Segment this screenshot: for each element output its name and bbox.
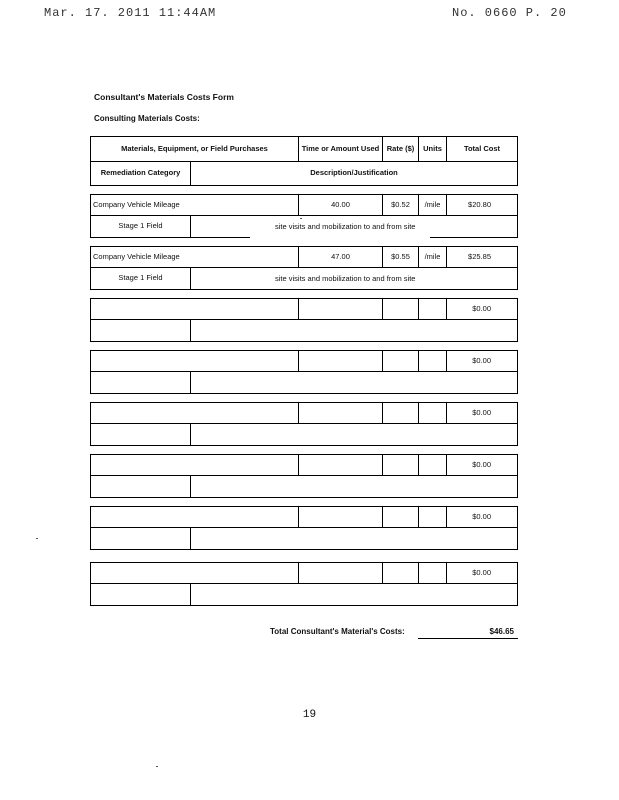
- page-number: 19: [302, 709, 317, 721]
- entry-description: [191, 320, 517, 341]
- form-subtitle: Consulting Materials Costs:: [94, 114, 200, 123]
- entry-description: [191, 584, 517, 605]
- entry-rate: [383, 403, 419, 423]
- cost-entry: [90, 454, 518, 498]
- entry-amount: [299, 455, 383, 475]
- entry-category: [91, 320, 191, 341]
- entry-rate: [383, 299, 419, 319]
- header-materials: Materials, Equipment, or Field Purchases: [91, 137, 299, 161]
- entry-total: $0.00: [472, 459, 491, 469]
- form-title: Consultant's Materials Costs Form: [94, 92, 234, 102]
- entry-units: [419, 507, 447, 527]
- scan-gap: [200, 446, 420, 448]
- total-value: $46.65: [489, 627, 514, 636]
- header-category: Remediation Category: [91, 162, 191, 185]
- entry-item: Company Vehicle Mileage: [91, 195, 299, 215]
- entry-rate: [383, 507, 419, 527]
- entry-category: Stage 1 Field: [91, 216, 191, 237]
- entry-amount: 40.00: [299, 195, 383, 215]
- entry-total: $0.00: [472, 511, 491, 521]
- entry-description: site visits and mobilization to and from site: [275, 274, 416, 283]
- header-description: Description/Justification: [310, 168, 398, 178]
- entry-category: [91, 476, 191, 497]
- entry-units: /mile: [419, 247, 447, 267]
- entry-units: [419, 299, 447, 319]
- scan-gap: [100, 498, 220, 500]
- entry-rate: [383, 455, 419, 475]
- scan-speck: [300, 218, 302, 219]
- entry-amount: [299, 507, 383, 527]
- entry-category: Stage 1 Field: [91, 268, 191, 289]
- scan-speck: [156, 766, 158, 767]
- fax-header-left: Mar. 17. 2011 11:44AM: [44, 6, 217, 20]
- cost-entry: [90, 562, 518, 606]
- entry-category: [91, 424, 191, 445]
- entry-category: [91, 584, 191, 605]
- entry-rate: [383, 563, 419, 583]
- entry-amount: [299, 351, 383, 371]
- entry-description: [191, 528, 517, 549]
- entry-category: [91, 528, 191, 549]
- scan-gap: [300, 550, 480, 552]
- cost-entry: [90, 350, 518, 394]
- entry-item: [91, 351, 299, 371]
- entry-total: $20.80: [468, 199, 491, 209]
- entry-units: [419, 403, 447, 423]
- entry-item: [91, 403, 299, 423]
- header-total: Total Cost: [463, 143, 501, 153]
- entry-rate: $0.52: [383, 195, 419, 215]
- entry-total: $0.00: [472, 355, 491, 365]
- entry-description: [191, 372, 517, 393]
- entry-item: [91, 455, 299, 475]
- entry-description: [191, 476, 517, 497]
- entry-total: $0.00: [472, 407, 491, 417]
- cost-entry: [90, 402, 518, 446]
- entry-units: [419, 563, 447, 583]
- header-time: Time or Amount Used: [299, 137, 383, 161]
- total-label: Total Consultant's Material's Costs:: [270, 627, 405, 636]
- entry-units: /mile: [419, 195, 447, 215]
- entry-amount: [299, 563, 383, 583]
- entry-units: [419, 455, 447, 475]
- cost-entry: [90, 506, 518, 550]
- scan-gap: [120, 342, 280, 344]
- entry-amount: [299, 403, 383, 423]
- entry-units: [419, 351, 447, 371]
- entry-item: Company Vehicle Mileage: [91, 247, 299, 267]
- entry-amount: [299, 299, 383, 319]
- entry-description: [191, 424, 517, 445]
- header-rate: Rate ($): [383, 137, 419, 161]
- entry-rate: [383, 351, 419, 371]
- entry-item: [91, 563, 299, 583]
- fax-header-right: No. 0660 P. 20: [452, 6, 567, 20]
- entry-total: $0.00: [472, 303, 491, 313]
- total-underline: [418, 638, 518, 639]
- scan-gap: [250, 236, 430, 238]
- cost-entry: [90, 298, 518, 342]
- table-header: [90, 136, 518, 186]
- entry-rate: $0.55: [383, 247, 419, 267]
- entry-total: $25.85: [468, 251, 491, 261]
- entry-total: $0.00: [472, 567, 491, 577]
- entry-amount: 47.00: [299, 247, 383, 267]
- entry-item: [91, 507, 299, 527]
- header-units: Units: [419, 137, 447, 161]
- entry-category: [91, 372, 191, 393]
- entry-item: [91, 299, 299, 319]
- cost-entry: [90, 194, 518, 238]
- cost-entry: [90, 246, 518, 290]
- scan-speck: [36, 538, 38, 539]
- entry-description: site visits and mobilization to and from site: [275, 222, 416, 231]
